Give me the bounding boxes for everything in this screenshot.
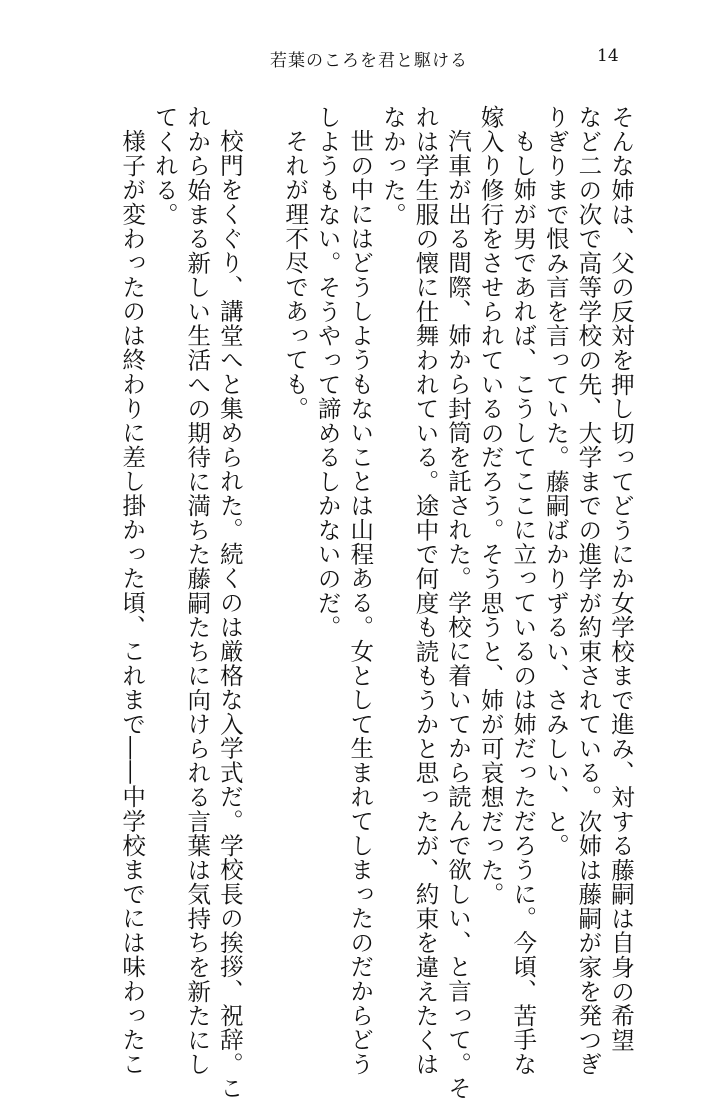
text-line: もし姉が男であれば、こうしてここに立っているのは姉だっただろうに。今頃、苦手な (509, 129, 538, 1076)
text-line: なかった。 (378, 105, 407, 227)
text-line: 世の中にはどうしようもないことは山程ある。女として生まれてしまったのだからどう (346, 129, 375, 1076)
blank-line (246, 105, 279, 955)
text-line: れから始まる新しい生活への期待に満ちた藤嗣たちに向けられる言葉は気持ちを新たにし (183, 105, 212, 1077)
text-line: など二の次で高等学校の先、大学までの進学が約束されている。次姉は藤嗣が家を発つぎ (574, 105, 603, 1077)
text-line: それが理不尽であっても。 (281, 129, 310, 421)
text-line: 嫁入り修行をさせられているのだろう。そう思うと、姉が可哀想だった。 (476, 105, 505, 907)
book-title: 若葉のころを君と駆ける (270, 51, 468, 71)
text-line: そんな姉は、父の反対を押し切ってどうにか女学校まで進み、対する藤嗣は自身の希望 (607, 105, 635, 1052)
running-head (0, 46, 727, 70)
text-line: りぎりまで恨み言を言っていた。藤嗣ばかりずるい、さみしい、と。 (541, 105, 570, 858)
text-line: 汽車が出る間際、姉から封筒を託された。学校に着いてから読んで欲しい、と言って。そ (444, 129, 473, 1100)
page-number: 14 (597, 46, 619, 66)
text-line: てくれる。 (150, 105, 179, 227)
text-line: 様子が変わったのは終わりに差し掛かった頃、これまで――中学校までには味わったこ (118, 129, 147, 1076)
body-text (116, 105, 638, 1100)
text-line: 校門をくぐり、講堂へと集められた。続くのは厳格な入学式だ。学校長の挨拶、祝辞。こ (215, 129, 244, 1100)
text-line: しようもない。そうやって諦めるしかないのだ。 (313, 105, 342, 640)
text-line: れは学生服の懐に仕舞われている。途中で何度も読もうかと思ったが、約束を違えたくは (411, 105, 440, 1077)
